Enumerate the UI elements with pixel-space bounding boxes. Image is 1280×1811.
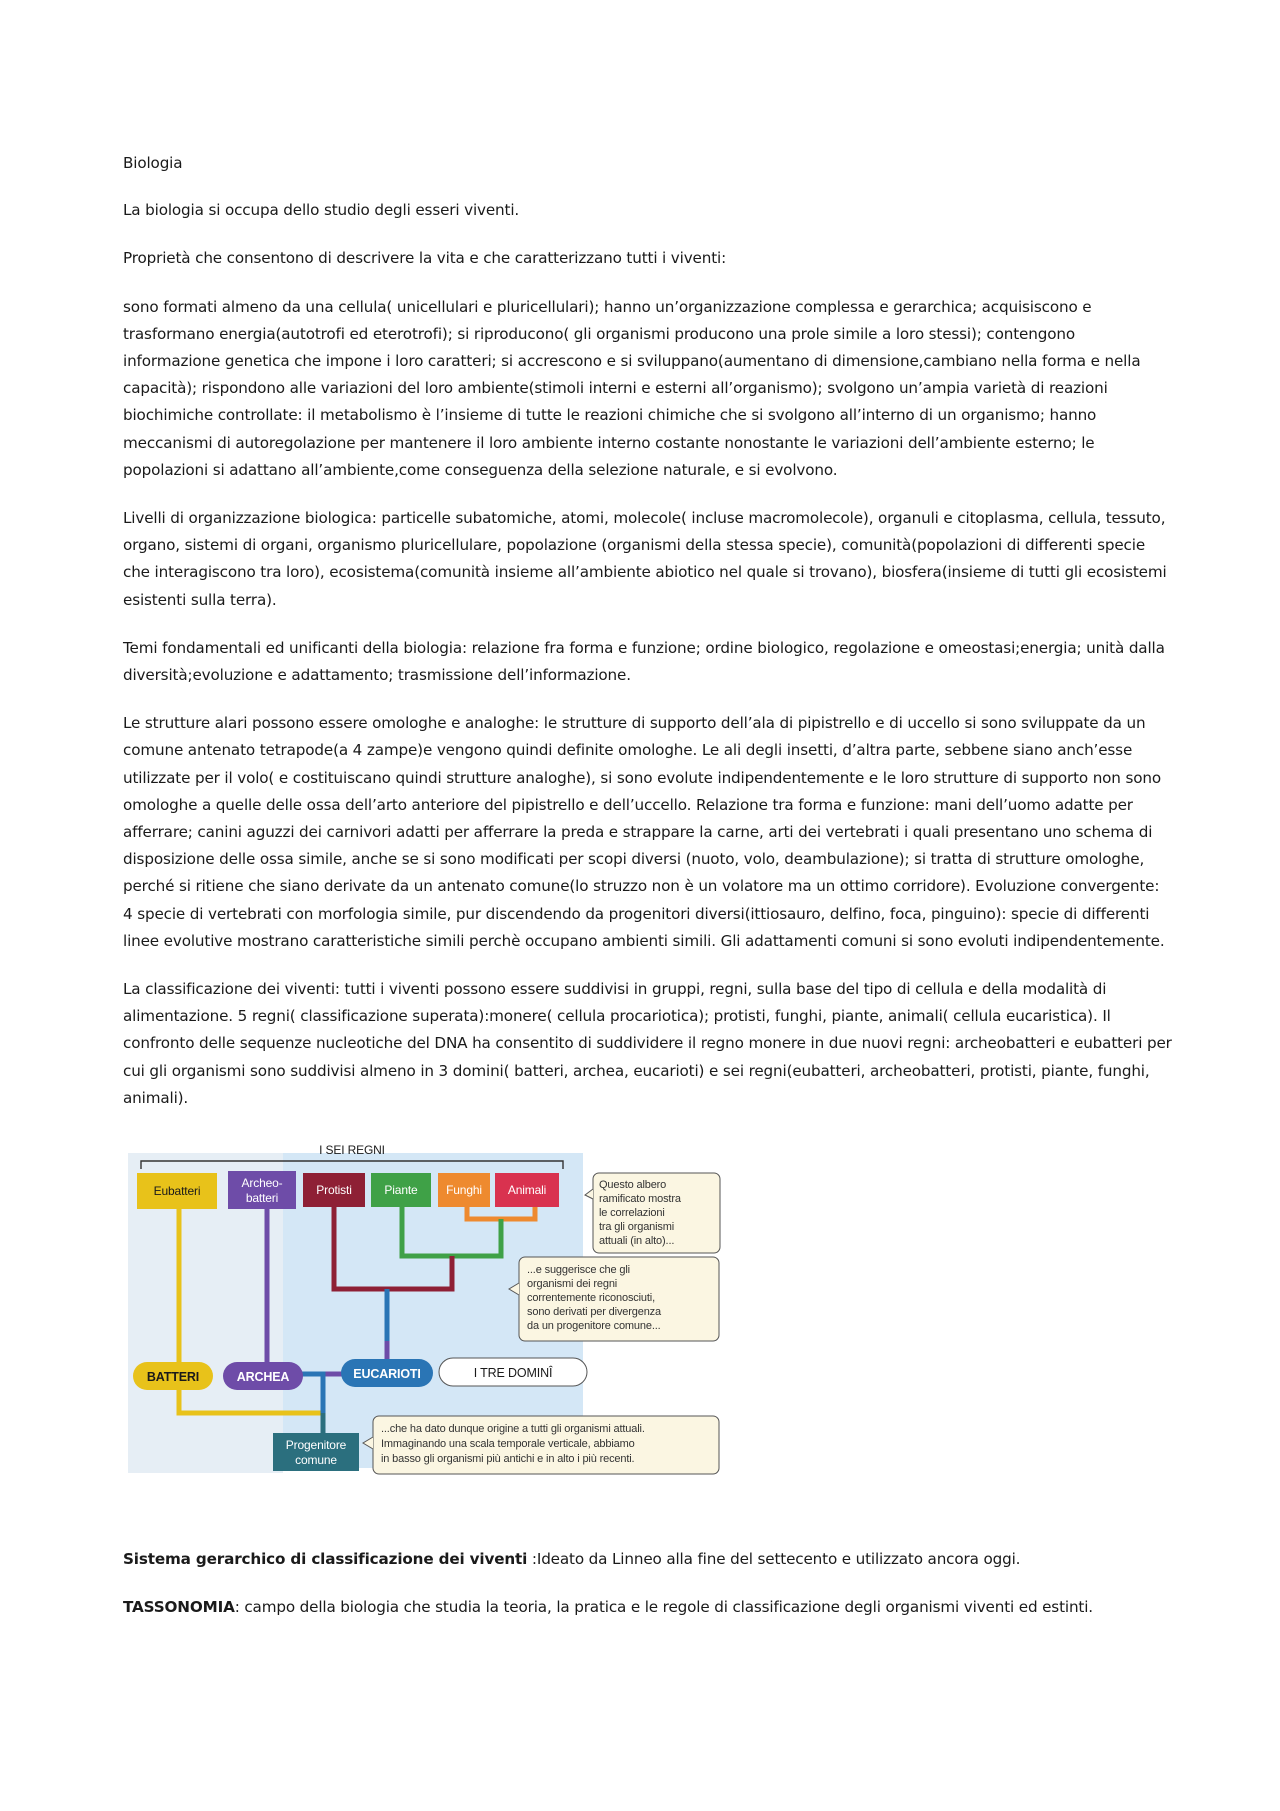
note-line: ramificato mostra bbox=[599, 1193, 681, 1206]
document-title: Biologia bbox=[123, 154, 183, 172]
note-line: ...e suggerisce che gli bbox=[527, 1264, 630, 1277]
domains-caption bbox=[439, 1358, 587, 1386]
domain-eucarioti bbox=[341, 1359, 433, 1387]
definition-text: :Ideato da Linneo alla fine del settecento e utilizzato ancora oggi. bbox=[527, 1550, 1021, 1569]
domain-archea bbox=[223, 1362, 303, 1390]
diagram-header: I SEI REGNI bbox=[319, 1143, 385, 1158]
tree-of-life-figure bbox=[123, 1133, 723, 1528]
kingdom-label: Archeo- bbox=[241, 1176, 283, 1191]
kingdom-protisti bbox=[303, 1173, 365, 1207]
paragraph: Livelli di organizzazione biologica: particelle subatomiche, atomi, molecole( incluse macromolecole), organuli e citoplasma, cellula, tessuto, organo, sistemi di organi, organismo pluricellulare, popolazione (organismi della stessa specie), comunità(popolazioni di differenti specie che interagiscono tra loro), ecosistema(comunità insieme all’ambiente abiotico nel quale si trovano), biosfera(insieme di tutti gli ecosistemi esistenti sulla terra). bbox=[123, 509, 1167, 609]
note-box-1 bbox=[585, 1173, 720, 1253]
kingdom-funghi bbox=[438, 1173, 490, 1207]
note-line: Questo albero bbox=[599, 1179, 667, 1192]
ancestor-label-line2: comune bbox=[295, 1453, 337, 1468]
definition-text: : campo della biologia che studia la teoria, la pratica e le regole di classificazione degli organismi viventi ed estinti. bbox=[234, 1598, 1093, 1617]
kingdom-label: Funghi bbox=[446, 1183, 482, 1198]
ancestor-label: Progenitore bbox=[285, 1438, 347, 1453]
note-box-2 bbox=[509, 1257, 719, 1341]
domain-label: ARCHEA bbox=[236, 1370, 290, 1385]
kingdom-label: Eubatteri bbox=[153, 1184, 201, 1199]
paragraph: Proprietà che consentono di descrivere la vita e che caratterizzano tutti i viventi: bbox=[123, 249, 727, 268]
kingdom-label-line2: batteri bbox=[245, 1191, 279, 1206]
note-line: le correlazioni bbox=[599, 1207, 665, 1220]
kingdom-label: Piante bbox=[384, 1183, 418, 1198]
kingdom-eubatteri bbox=[137, 1173, 217, 1209]
domain-batteri bbox=[133, 1362, 213, 1390]
note-line: organismi dei regni bbox=[527, 1278, 618, 1291]
kingdom-archeobatteri bbox=[228, 1171, 296, 1209]
document-page bbox=[123, 150, 1173, 1643]
common-ancestor bbox=[273, 1433, 359, 1471]
domain-label: EUCARIOTI bbox=[353, 1367, 421, 1382]
note-line: attuali (in alto)... bbox=[599, 1235, 675, 1248]
note-line: da un progenitore comune... bbox=[527, 1320, 661, 1333]
paragraph: Le strutture alari possono essere omologhe e analoghe: le strutture di supporto dell’ala di pipistrello e di uccello si sono sviluppate da un comune antenato tetrapode(a 4 zampe)e vengono quindi definite omologhe. Le ali degli insetti, d’altra parte, sebbene siano anch’esse utilizzate per il volo( e costituiscano quindi strutture analoghe), si sono evolute indipendentemente e le loro strutture di supporto non sono omologhe a quelle delle ossa dell’arto anteriore del pipistrello e dell’uccello. Relazione tra forma e funzione: mani dell’uomo adatte per afferrare; canini aguzzi dei carnivori adatti per afferrare la preda e strappare la carne, arti dei vertebrati i quali presentano uno schema di disposizione delle ossa simile, anche se si sono modificati per scopi diversi (nuoto, volo, deambulazione); si tratta di strutture omologhe, perché si ritiene che siano derivate da un antenato comune(lo struzzo non è un volatore ma un ottimo corridore). Evoluzione convergente: 4 specie di vertebrati con morfologia simile, pur discendendo da progenitori diversi(ittiosauro, delfino, foca, pinguino): specie di differenti linee evolutive mostrano caratteristiche simili perchè occupano ambienti simili. Gli adattamenti comuni si sono evoluti indipendentemente. bbox=[123, 714, 1165, 950]
note-line: Immaginando una scala temporale verticale, abbiamo bbox=[381, 1438, 635, 1451]
note-line: in basso gli organismi più antichi e in alto i più recenti. bbox=[381, 1453, 635, 1466]
linneo-paragraph bbox=[123, 1546, 1173, 1573]
note-line: tra gli organismi bbox=[599, 1221, 675, 1234]
domains-caption-label: I TRE DOMINÎ bbox=[473, 1366, 553, 1381]
six-kingdoms-diagram bbox=[123, 1133, 723, 1528]
domain-label: BATTERI bbox=[146, 1370, 200, 1385]
bold-term: TASSONOMIA bbox=[123, 1598, 235, 1617]
paragraph: sono formati almeno da una cellula( unicellulari e pluricellulari); hanno un’organizzazione complessa e gerarchica; acquisiscono e trasformano energia(autotrofi ed eterotrofi); si riproducono( gli organismi producono una prole simile a loro stessi); contengono informazione genetica che impone i loro caratteri; si accrescono e si sviluppano(aumentano di dimensione,cambiano nella forma e nella capacità); rispondono alle variazioni del loro ambiente(stimoli interni e esterni all’organismo); svolgono un’ampia varietà di reazioni biochimiche controllate: il metabolismo è l’insieme di tutte le reazioni chimiche che si svolgono all’interno di un organismo; hanno meccanismi di autoregolazione per mantenere il loro ambiente interno costante nonostante le variazioni dell’ambiente esterno; le popolazioni si adattano all’ambiente,come conseguenza della selezione naturale, e si evolvono. bbox=[123, 297, 1141, 479]
paragraph: Temi fondamentali ed unificanti della biologia: relazione fra forma e funzione; ordine biologico, regolazione e omeostasi;energia; unità dalla diversità;evoluzione e adattamento; trasmissione dell’informazione. bbox=[123, 638, 1165, 685]
kingdom-label: Animali bbox=[507, 1183, 547, 1198]
bold-term: Sistema gerarchico di classificazione dei viventi bbox=[123, 1550, 528, 1569]
note-line: sono derivati per divergenza bbox=[527, 1306, 661, 1319]
note-box-3 bbox=[363, 1416, 719, 1474]
note-pointer bbox=[585, 1189, 593, 1199]
paragraph: La classificazione dei viventi: tutti i viventi possono essere suddivisi in gruppi, regni, sulla base del tipo di cellula e della modalità di alimentazione. 5 regni( classificazione superata):monere( cellula procariotica); protisti, funghi, piante, animali( cellula eucaristica). Il confronto delle sequenze nucleotiche del DNA ha consentito di suddividere il regno monere in due nuovi regni: archeobatteri e eubatteri per cui gli organismi sono suddivisi almeno in 3 domini( batteri, archea, eucarioti) e sei regni(eubatteri, archeobatteri, protisti, piante, funghi, animali). bbox=[123, 980, 1172, 1107]
note-line: ...che ha dato dunque origine a tutti gli organismi attuali. bbox=[381, 1423, 645, 1436]
kingdom-piante bbox=[371, 1173, 431, 1207]
paragraph: La biologia si occupa dello studio degli esseri viventi. bbox=[123, 201, 520, 220]
note-line: correntemente riconosciuti, bbox=[527, 1292, 656, 1305]
kingdom-animali bbox=[495, 1173, 559, 1207]
tassonomia-paragraph bbox=[123, 1594, 1173, 1621]
kingdom-label: Protisti bbox=[316, 1183, 352, 1198]
